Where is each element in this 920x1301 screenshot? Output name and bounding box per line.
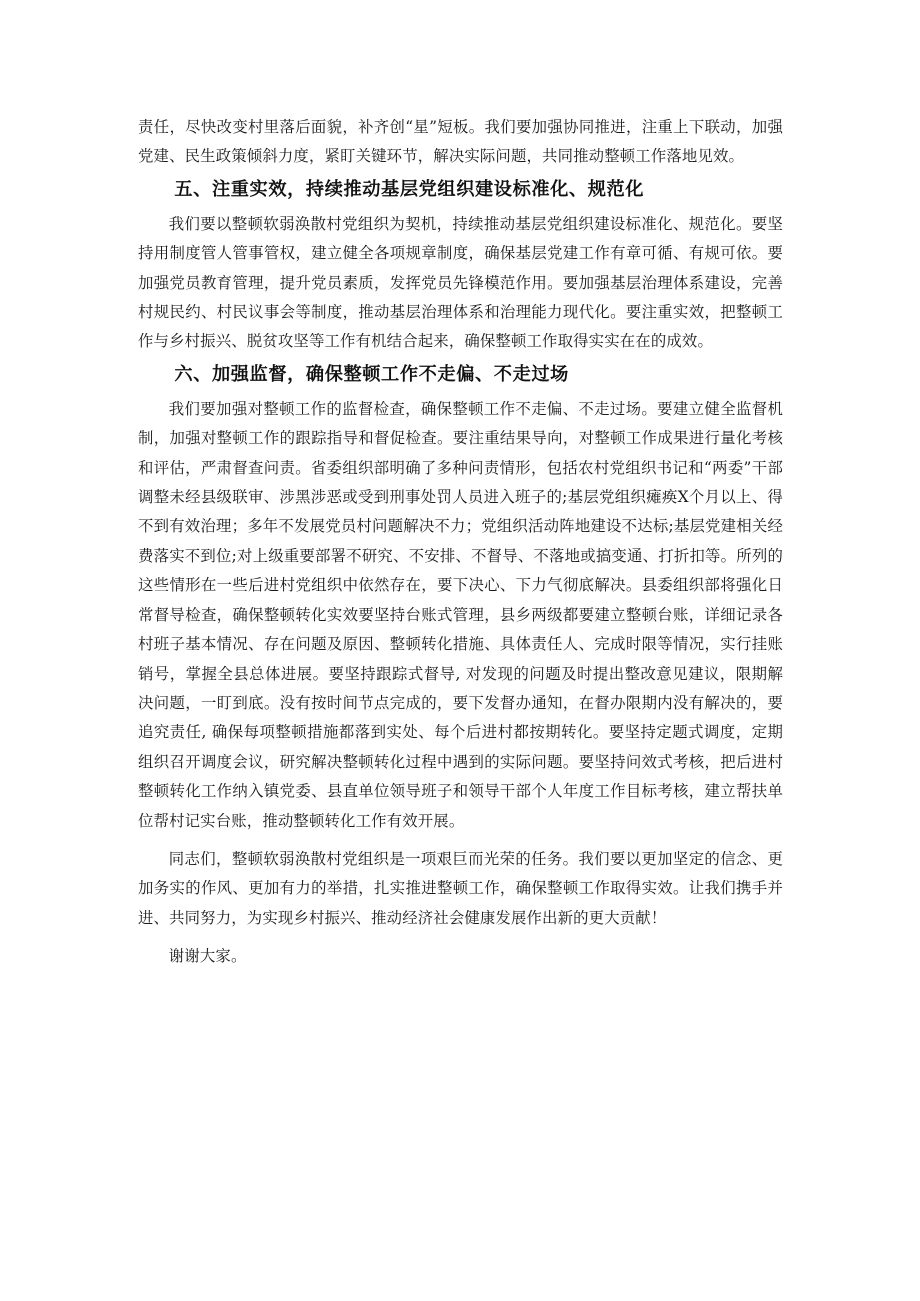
section-heading-six: 六、加强监督，确保整顿工作不走偏、不走过场 [174, 363, 569, 385]
paragraph-thanks: 谢谢大家。 [168, 947, 247, 966]
paragraph-continuation: 责任，尽快改变村里落后面貌，补齐创“星”短板。我们要加强协同推进，注重上下联动，加强党建、民生政策倾斜力度，紧盯关键环节，解决实际问题，共同推动整顿工作落地见效。 [138, 118, 783, 166]
paragraph-supervision: 我们要加强对整顿工作的监督检查，确保整顿工作不走偏、不走过场。要建立健全监督机制，加强对整顿工作的跟踪指导和督促检查。要注重结果导向，对整顿工作成果进行量化考核和评估，严肃督查问责。省委组织部明确了多种问责情形，包括农村党组织书记和“两委”干部调整未经县级联审、涉黑涉恶或受到刑事处罚人员进入班子的;基层党组织瘫痪X个月以上、得不到有效治理；多年不发展党员村问题解决不力；党组织活动阵地建设不达标;基层党建相关经费落实不到位;对上级重要部署不研究、不安排、不督导、不落地或搞变通、打折扣等。所列的这些情形在一些后进村党组织中依然存在，要下决心、下力气彻底解决。县委组织部将强化日常督导检查，确保整顿转化实效要坚持台账式管理，县乡两级都要建立整顿台账，详细记录各村班子基本情况、存在问题及原因、整顿转化措施、具体责任人、完成时限等情况，实行挂账销号，掌握全县总体进展。要坚持跟踪式督导, 对发现的问题及时提出整改意见建议，限期解决问题，一盯到底。没有按时间节点完成的，要下发督办通知，在督办限期内没有解决的，要追究责任, 确保每项整顿措施都落到实处、每个后进村都按期转化。要坚持定题式调度，定期组织召开调度会议，研究解决整顿转化过程中遇到的实际问题。要坚持问效式考核，把后进村整顿转化工作纳入镇党委、县直单位领导班子和领导干部个人年度工作目标考核，建立帮扶单位帮村记实台账，推动整顿转化工作有效开展。 [138, 399, 783, 830]
section-heading-five: 五、注重实效，持续推动基层党组织建设标准化、规范化 [174, 178, 645, 200]
paragraph-standardization: 我们要以整顿软弱涣散村党组织为契机，持续推动基层党组织建设标准化、规范化。要坚持用制度管人管事管权，建立健全各项规章制度，确保基层党建工作有章可循、有规可依。要加强党员教育管理，提升党员素质，发挥党员先锋模范作用。要加强基层治理体系建设，完善村规民约、村民议事会等制度，推动基层治理体系和治理能力现代化。要注重实效，把整顿工作与乡村振兴、脱贫攻坚等工作有机结合起来，确保整顿工作取得实实在在的成效。 [138, 214, 783, 351]
paragraph-closing: 同志们，整顿软弱涣散村党组织是一项艰巨而光荣的任务。我们要以更加坚定的信念、更加务实的作风、更加有力的举措，扎实推进整顿工作，确保整顿工作取得实效。让我们携手并进、共同努力，为实现乡村振兴、推动经济社会健康发展作出新的更大贡献！ [138, 849, 783, 927]
document-body [138, 113, 783, 972]
